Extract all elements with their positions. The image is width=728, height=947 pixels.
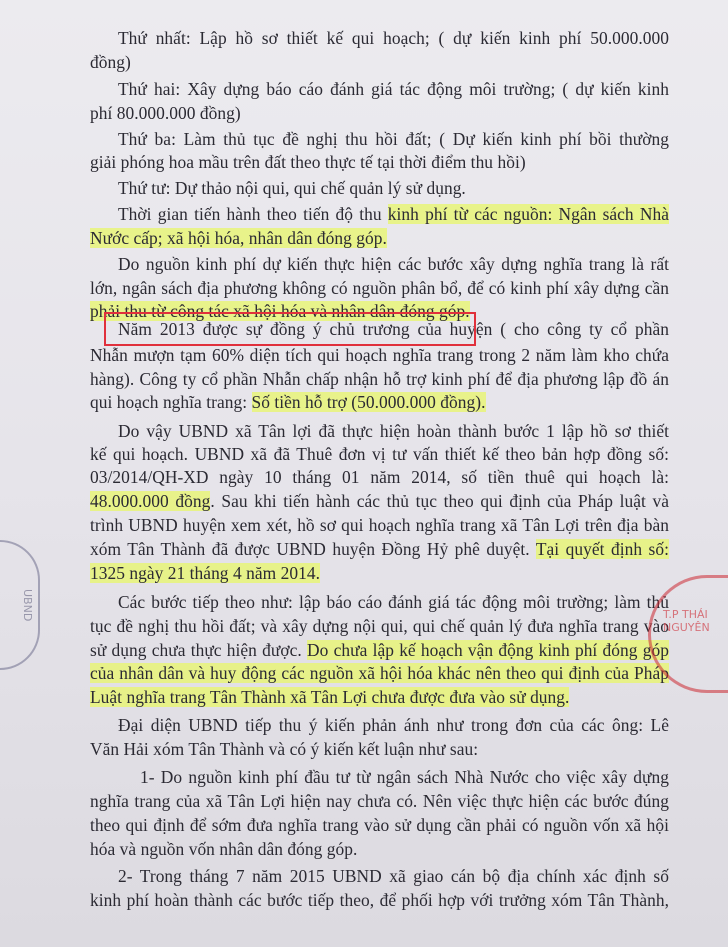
text-line: Năm 2013 được sự đồng ý chủ trương của huyện ( cho công ty cổ phần (118, 319, 669, 339)
text-line: kế qui hoạch. UBND xã đã Thuê đơn vị tư vấn thiết kế theo bản hợp đồng số: (90, 444, 669, 464)
text-line: sử dụng chưa thực hiện được. Do chưa lập kế hoạch vận động kinh phí đóng góp (90, 640, 669, 660)
text-line: 03/2014/QH-XD ngày 10 tháng 01 năm 2014, số tiền thuê qui hoạch là: (90, 467, 669, 487)
text-line: 2- Trong tháng 7 năm 2015 UBND xã giao cán bộ địa chính xác định số (118, 866, 669, 886)
text-line (90, 226, 669, 250)
text-line: phí 80.000.000 đồng) (90, 103, 241, 123)
text-line: xóm Tân Thành đã được UBND huyện Đồng Hỷ phê duyệt. Tại quyết định số: (90, 539, 669, 559)
highlighted-text: Số tiền hỗ trợ (50.000.000 đồng). (251, 392, 486, 412)
red-annotation-box (104, 312, 476, 346)
text-line: Đại diện UBND tiếp thu ý kiến phản ánh như trong đơn của các ông: Lê (118, 715, 669, 735)
highlighted-text: 1325 ngày 21 tháng 4 năm 2014. (90, 563, 320, 583)
text-line: 1- Do nguồn kinh phí đầu tư từ ngân sách Nhà Nước cho việc xây dựng (140, 767, 669, 787)
highlighted-text: của nhân dân và huy động các nguồn xã hội hóa khác nên theo qui định của Pháp (90, 663, 669, 683)
text-line: tục đề nghị thu hồi đất; và xây dựng nội qui, qui chế quản lý đưa nghĩa trang vào (90, 616, 669, 636)
text-line: Thời gian tiến hành theo tiến độ thu kinh phí từ các nguồn: Ngân sách Nhà (118, 204, 669, 224)
text-line: Văn Hải xóm Tân Thành và có ý kiến kết luận như sau: (90, 739, 479, 759)
text-line (90, 685, 669, 709)
highlighted-text: phải thu từ công tác xã hội hóa và nhân dân đóng góp. (90, 301, 470, 321)
text-line: trình UBND huyện xem xét, hồ sơ qui hoạch nghĩa trang xã Tân Lợi trên địa bàn (90, 515, 669, 535)
text-line: Các bước tiếp theo như: lập báo cáo đánh giá tác động môi trường; làm thủ (118, 592, 669, 612)
text-line: Do nguồn kinh phí dự kiến thực hiện các bước xây dựng nghĩa trang là rất (118, 254, 669, 274)
text-line: 48.000.000 đồng. Sau khi tiến hành các thủ tục theo qui định của Pháp luật và (90, 491, 669, 511)
highlighted-text: Do chưa lập kế hoạch vận động kinh phí đóng góp (307, 640, 669, 660)
highlighted-text: Luật nghĩa trang Tân Thành xã Tân Lợi chưa được đưa vào sử dụng. (90, 687, 570, 707)
text-line: đồng) (90, 52, 131, 72)
text-line: Do vậy UBND xã Tân lợi đã thực hiện hoàn thành bước 1 lập hồ sơ thiết (118, 421, 669, 441)
highlighted-text: Nước cấp; xã hội hóa, nhân dân đóng góp. (90, 228, 387, 248)
seal-stamp-left: UBND (0, 540, 40, 670)
text-line (90, 561, 669, 585)
text-line: nghĩa trang của xã Tân Lợi hiện nay chưa có. Nên việc thực hiện các bước đúng (90, 791, 669, 811)
text-line: qui hoạch nghĩa trang: Số tiền hỗ trợ (50.000.000 đồng). (90, 392, 486, 412)
highlighted-text: 48.000.000 đồng (90, 491, 211, 511)
text-line: Thứ tư: Dự thảo nội qui, qui chế quản lý sử dụng. (118, 178, 466, 198)
seal-stamp-right: T.P THÁI NGUYÊN (648, 575, 728, 693)
text-line: Thứ ba: Làm thủ tục đề nghị thu hồi đất; ( Dự kiến kinh phí bồi thường (118, 129, 669, 149)
text-line: giải phóng hoa mầu trên đất theo thực tế tại thời điểm thu hồi) (90, 152, 526, 172)
text-line: kinh phí hoàn thành các bước tiếp theo, để phối hợp với trưởng xóm Tân Thành, (90, 890, 669, 910)
text-line: Nhẫn mượn tạm 60% diện tích qui hoạch nghĩa trang trong 2 năm làm kho chứa (90, 345, 669, 365)
text-line: lớn, ngân sách địa phương không có nguồn phân bổ, để có kinh phí xây dựng cần (90, 278, 669, 298)
highlighted-text: Tại quyết định số: (535, 539, 669, 559)
text-line: theo qui định để sớm đưa nghĩa trang vào sử dụng cần phải có nguồn vốn xã hội (90, 815, 669, 835)
highlighted-text: kinh phí từ các nguồn: Ngân sách Nhà (387, 204, 669, 224)
text-line: hàng). Công ty cổ phần Nhẫn chấp nhận hỗ trợ kinh phí để địa phương lập đồ án (90, 369, 669, 389)
text-line: Thứ nhất: Lập hồ sơ thiết kế qui hoạch; ( dự kiến kinh phí 50.000.000 (118, 28, 669, 48)
text-line: Thứ hai: Xây dựng báo cáo đánh giá tác động môi trường; ( dự kiến kinh (118, 79, 669, 99)
text-line (90, 661, 669, 685)
text-line: hóa và nguồn vốn nhân dân đóng góp. (90, 839, 358, 859)
